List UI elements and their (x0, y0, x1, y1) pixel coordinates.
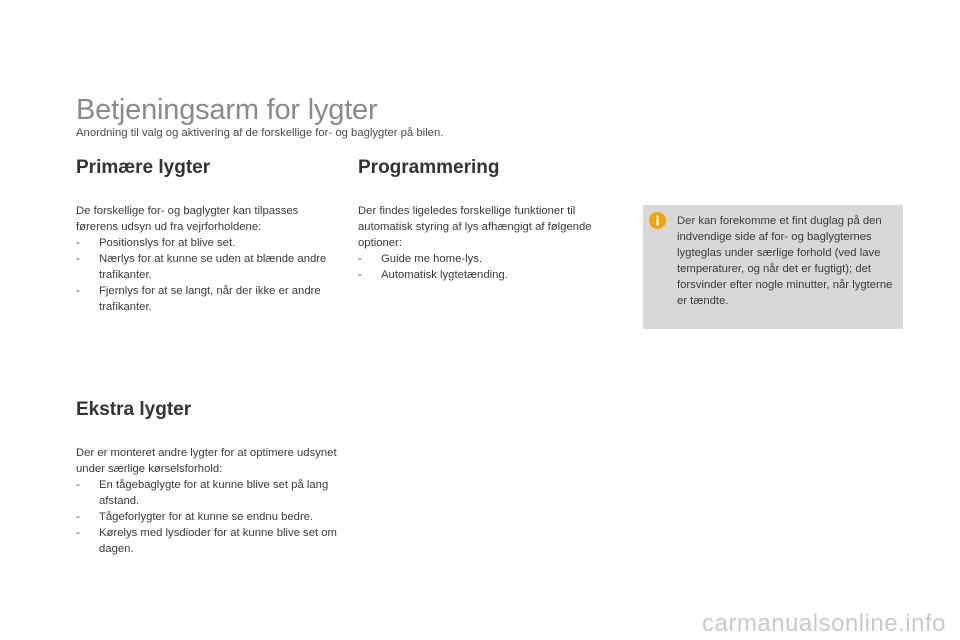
list-item (76, 251, 338, 283)
list-item (76, 283, 338, 315)
list-dash: - (76, 253, 80, 265)
list-item (76, 525, 338, 557)
list-dash: - (358, 269, 362, 281)
list-item (76, 235, 338, 251)
list-item-text: Nærlys for at kunne se uden at blænde andre trafikanter. (99, 253, 327, 281)
bullet-list (358, 251, 620, 283)
bullet-list (76, 235, 338, 315)
section-body-primaere (76, 203, 338, 315)
info-icon (649, 212, 666, 229)
list-item-text: Guide me home-lys. (381, 253, 483, 265)
section-body-ekstra (76, 445, 338, 557)
list-item-text: Fjernlys for at se langt, når der ikke er andre trafikanter. (99, 285, 321, 313)
list-item-text: Automatisk lygtetænding. (381, 269, 508, 281)
list-item (358, 251, 620, 267)
list-item-text: Kørelys med lysdioder for at kunne blive set om dagen. (99, 527, 337, 555)
page-subtitle: Anordning til valg og aktivering af de forskellige for- og baglygter på bilen. (76, 127, 444, 139)
list-dash: - (76, 479, 80, 491)
list-dash: - (76, 285, 80, 297)
section-intro: De forskellige for- og baglygter kan tilpasses førerens udsyn ud fra vejrforholdene: (76, 205, 299, 233)
info-text: Der kan forekomme et fint duglag på den indvendige side af for- og baglygternes lygteglas under særlige forhold (ved lave temperaturer, og når det er fugtigt); det forsvinder efter nogle minutter, når lygterne er tændte. (677, 215, 893, 307)
watermark: carmanualsonline.info (702, 610, 946, 637)
section-heading-programmering: Programmering (358, 157, 500, 178)
list-dash: - (76, 237, 80, 249)
bullet-list (76, 477, 338, 557)
list-dash: - (76, 511, 80, 523)
list-item-text: Positionslys for at blive set. (99, 237, 236, 249)
list-dash: - (76, 527, 80, 539)
section-intro: Der er monteret andre lygter for at optimere udsynet under særlige kørselsforhold: (76, 447, 337, 475)
list-item-text: Tågeforlygter for at kunne se endnu bedre. (99, 511, 314, 523)
list-item (358, 267, 620, 283)
list-item (76, 477, 338, 509)
info-icon-graphic (649, 212, 666, 229)
list-item (76, 509, 338, 525)
list-dash: - (358, 253, 362, 265)
section-heading-ekstra: Ekstra lygter (76, 399, 192, 420)
section-body-programmering (358, 203, 620, 283)
list-item-text: En tågebaglygte for at kunne blive set på lang afstand. (99, 479, 329, 507)
section-heading-primaere: Primære lygter (76, 157, 211, 178)
page-title: Betjeningsarm for lygter (76, 94, 378, 126)
section-intro: Der findes ligeledes forskellige funktioner til automatisk styring af lys afhængigt af følgende optioner: (358, 205, 592, 249)
